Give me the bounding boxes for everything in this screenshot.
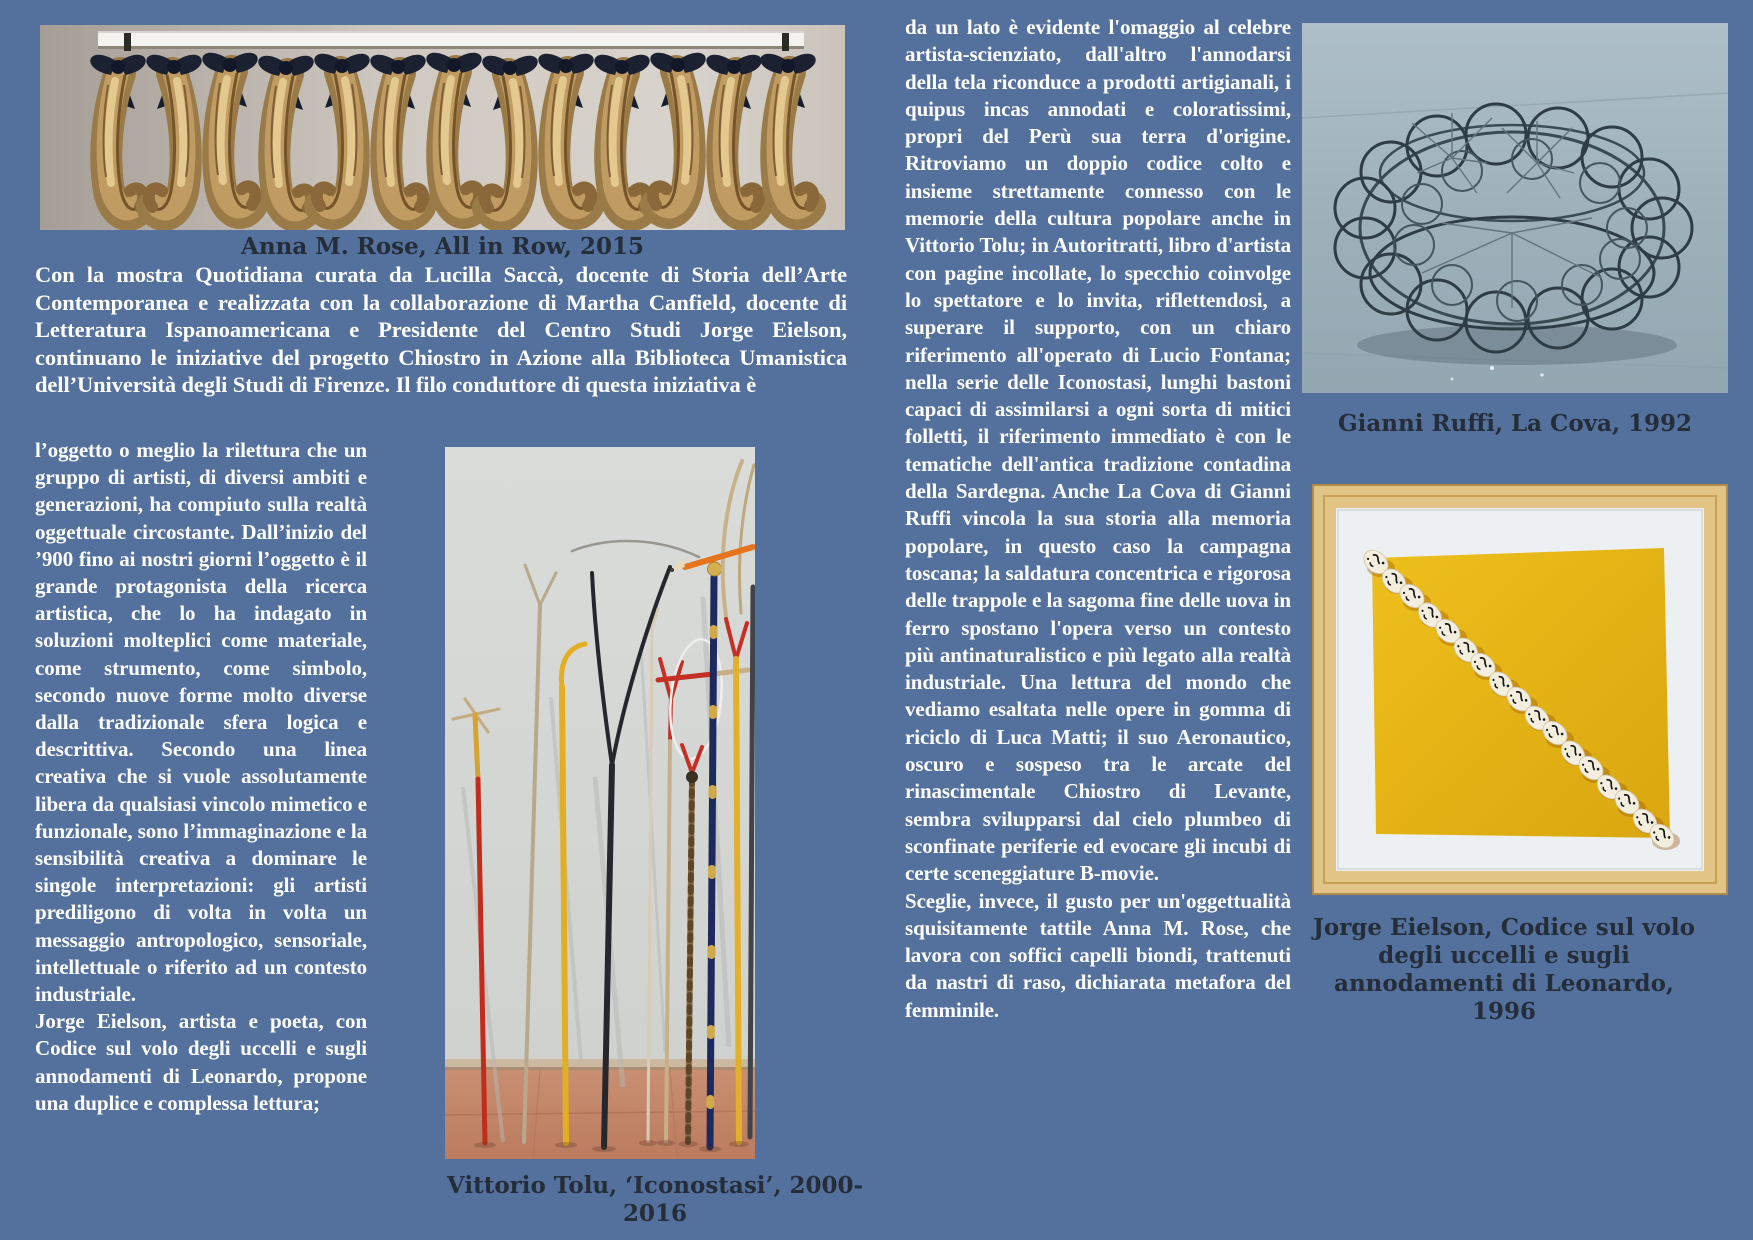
iconostasi-caption: Vittorio Tolu, ‘Iconostasi’, 2000-2016	[446, 1172, 864, 1227]
middle-paragraph-2: Sceglie, invece, il gusto per un'oggettualità squisitamente tattile Anna M. Rose, che lavora con soffici capelli biondi, trattenuti da nastri di raso, dichiarata metafora del femminile.	[905, 888, 1291, 1022]
codice-caption: Jorge Eielson, Codice sul volo degli uccelli e sugli annodamenti di Leonardo, 1996	[1312, 914, 1696, 1025]
intro-text	[35, 261, 847, 399]
middle-column	[905, 14, 1291, 1024]
codice-photo	[1312, 484, 1728, 895]
intro-paragraph: Con la mostra Quotidiana curata da Lucilla Saccà, docente di Storia dell’Arte Contemporanea e realizzata con la collaborazione di Martha Canfield, docente di Letteratura Ispanoamericana e Presidente del Centro Studi Jorge Eielson, continuano le iniziative del progetto Chiostro in Azione alla Biblioteca Umanistica dell’Università degli Studi di Firenze. Il filo conduttore di questa iniziativa è	[35, 262, 847, 398]
left-paragraph-1: l’oggetto o meglio la rilettura che un gruppo di artisti, di diversi ambiti e generazioni, ha compiuto sulla realtà oggettuale circostante. Dall’inizio del ’900 fino ai nostri giorni l’oggetto è il grande protagonista della ricerca artistica, che lo ha indagato in soluzioni molteplici come materiale, come strumento, come simbolo, secondo nuove forme molto diverse dalla tradizionale sfera logica e descrittiva. Secondo una linea creativa che si vuole assolutamente libera da qualsiasi vincolo mimetico e funzionale, sono l’immaginazione e la sensibilità creativa a dominare le singole interpretazioni: gli artisti prediligono di volta in volta un messaggio antropologico, sensoriale, intellettuale o riferito ad un contesto industriale.	[35, 438, 367, 1007]
la-cova-caption: Gianni Ruffi, La Cova, 1992	[1338, 410, 1692, 437]
all-in-row-caption: Anna M. Rose, All in Row, 2015	[241, 233, 644, 260]
la-cova-photo	[1302, 23, 1728, 393]
all-in-row-photo	[40, 25, 845, 230]
iconostasi-photo	[445, 447, 755, 1159]
left-column	[35, 437, 367, 1117]
middle-paragraph-1: da un lato è evidente l'omaggio al celebre artista-scienziato, dall'altro l'annodarsi della tela riconduce a prodotti artigianali, i quipus incas annodati e coloratissimi, propri del Perù sua terra d'origine. Ritroviamo un doppio codice colto e insieme strettamente connesso con le memorie della cultura popolare anche in Vittorio Tolu; in Autoritratti, libro d'artista con pagine incollate, lo specchio coinvolge lo spettatore e lo invita, riflettendosi, a superare il supporto, con un chiaro riferimento all'operato di Lucio Fontana; nella serie delle Iconostasi, lunghi bastoni capaci di assimilarsi a ogni sorta di mitici folletti, il riferimento immediato è con le tematiche dell'antica tradizione contadina della Sardegna. Anche La Cova di Gianni Ruffi vincola la sua storia alla memoria popolare, in questo caso la campagna toscana; la saldatura concentrica e rigorosa delle trappole e la sagoma fine delle uova in ferro spostano l'opera verso un contesto più antinaturalistico e più legato alla realtà industriale. Una lettura del mondo che vediamo esaltata nelle opere in gomma di riciclo di Luca Matti; il suo Aeronautico, oscuro e sospeso tra le arcate del rinascimentale Chiostro di Levante, sembra svilupparsi dal cielo plumbeo di sconfinate periferie ed evocare gli incubi di certe sceneggiature B-movie.	[905, 15, 1291, 886]
left-paragraph-2: Jorge Eielson, artista e poeta, con Codice sul volo degli uccelli e sugli annodamenti di Leonardo, propone una duplice e complessa lettura;	[35, 1009, 367, 1115]
